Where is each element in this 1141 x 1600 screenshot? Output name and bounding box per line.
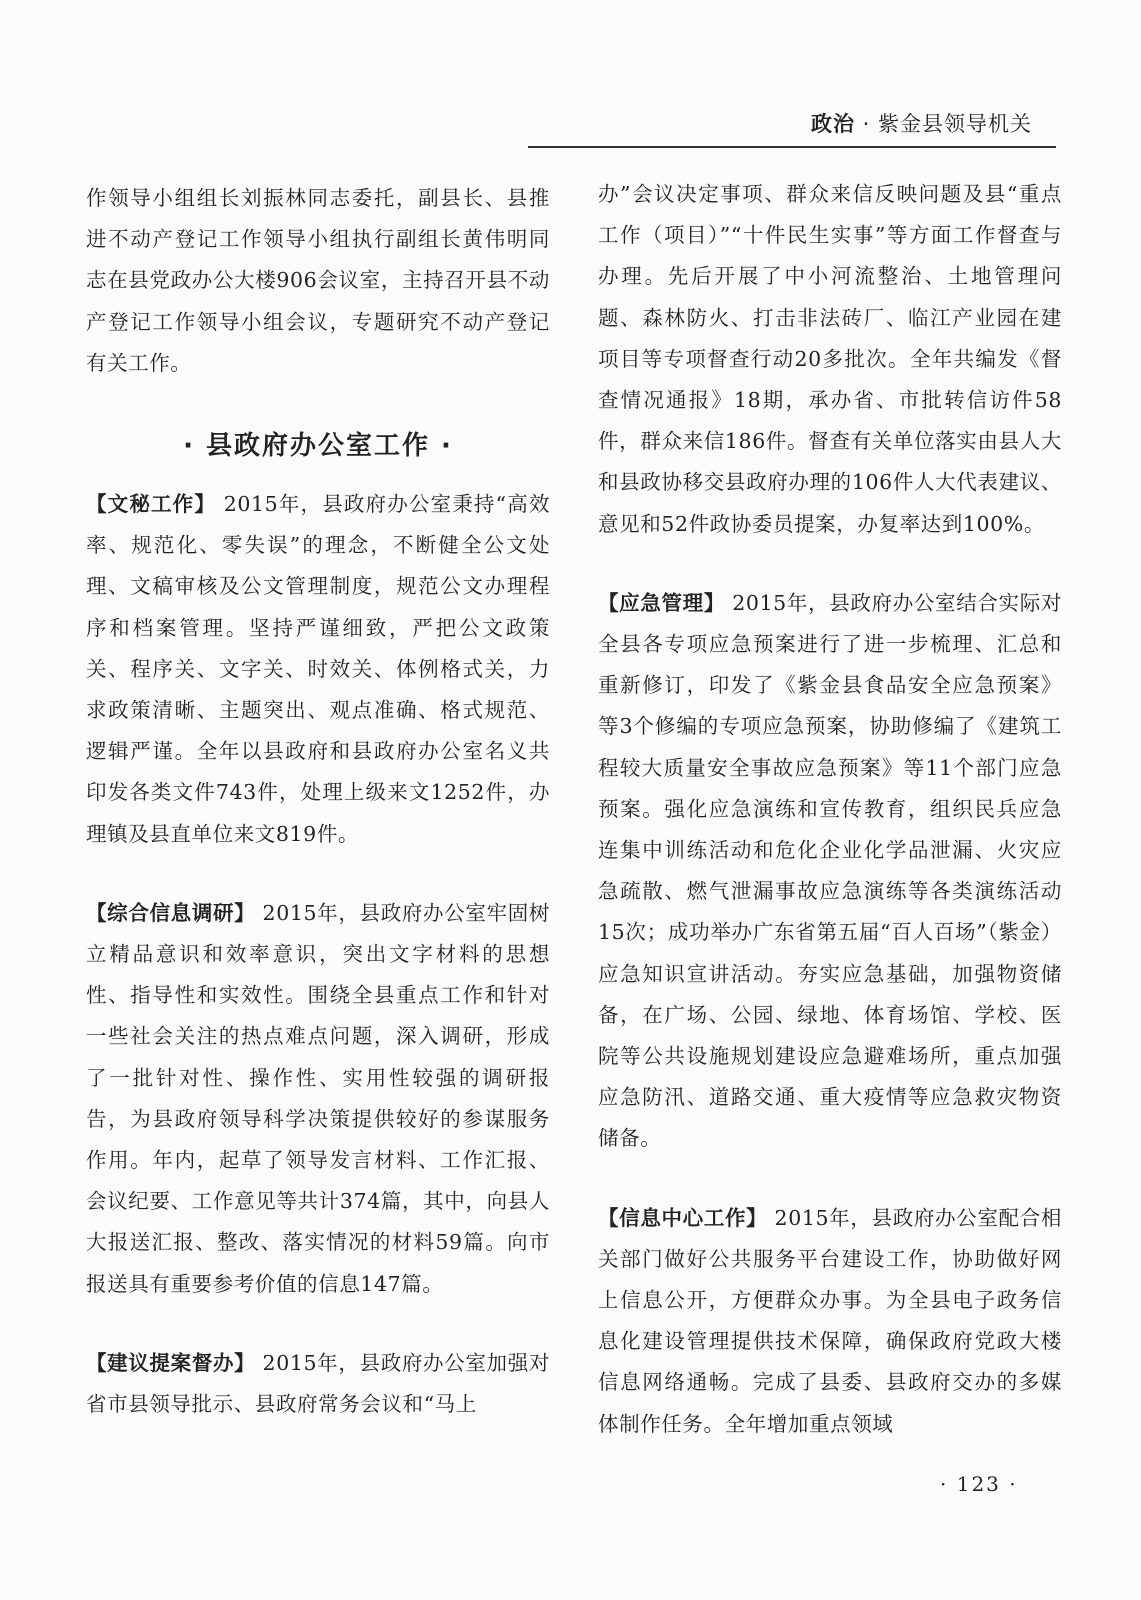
paragraph-tag: 【文秘工作】 — [86, 492, 217, 517]
paragraph-tag: 【应急管理】 — [598, 590, 726, 615]
header-separator: · — [854, 112, 878, 136]
paragraph-text: 2015年，县政府办公室配合相关部门做好公共服务平台建设工作，协助做好网上信息公开，方便群众办事。为全县电子政务信息化建设管理提供技术保障，确保政府党政大楼信息网络通畅。完成了县委、县政府交办的多媒体制作任务。全年增加重点领域 — [598, 1205, 1062, 1436]
running-header — [528, 106, 1056, 148]
spacer — [598, 545, 1062, 583]
paragraph-tag: 【综合信息调研】 — [86, 900, 256, 925]
page-number: · 123 · — [940, 1472, 1018, 1496]
paragraph-text: 2015年，县政府办公室结合实际对全县各专项应急预案进行了进一步梳理、汇总和重新修订，印发了《紫金县食品安全应急预案》等3个修编的专项应急预案，协助修编了《建筑工程较大质量安全事故应急预案》等11个部门应急预案。强化应急演练和宣传教育，组织民兵应急连集中训练活动和危化企业化学品泄漏、火灾应急疏散、燃气泄漏事故应急演练等各类演练活动15次；成功举办广东省第五届“百人百场”（紫金）应急知识宣讲活动。夯实应急基础，加强物资储备，在广场、公园、绿地、体育场馆、学校、医院等公共设施规划建设应急避难场所，重点加强应急防汛、道路交通、重大疫情等应急救灾物资储备。 — [598, 590, 1062, 1151]
paragraph-text: 2015年，县政府办公室秉持“高效率、规范化、零失误”的理念，不断健全公文处理、文稿审核及公文管理制度，规范公文办理程序和档案管理。坚持严谨细致，严把公文政策关、程序关、文字关、时效关、体例格式关，力求政策清晰、主题突出、观点准确、格式规范、逻辑严谨。全年以县政府和县政府办公室名义共印发各类文件743件，处理上级来文1252件，办理镇及县直单位来文819件。 — [86, 492, 550, 846]
left-column — [86, 178, 550, 1425]
paragraph-tag: 【信息中心工作】 — [598, 1205, 768, 1230]
continuation-paragraph: 办”会议决定事项、群众来信反映问题及县“重点工作（项目）”“十件民生实事”等方面工作督查与办理。先后开展了中小河流整治、土地管理问题、森林防火、打击非法砖厂、临江产业园在建项目等专项督查行动20多批次。全年共编发《督查情况通报》18期，承办省、市批转信访件58件，群众来信186件。督查有关单位落实由县人大和县政协移交县政府办理的106件人大代表建议、意见和52件政协委员提案，办复率达到100%。 — [598, 182, 1062, 536]
header-section: 紫金县领导机关 — [878, 112, 1032, 136]
paragraph-zonghe — [86, 893, 550, 1305]
spacer — [86, 855, 550, 893]
intro-paragraph: 作领导小组组长刘振林同志委托，副县长、县推进不动产登记工作领导小组执行副组长黄伟明同志在县党政办公大楼906会议室，主持召开县不动产登记工作领导小组会议，专题研究不动产登记有关工作。 — [86, 186, 550, 375]
paragraph-wenmi — [86, 484, 550, 855]
paragraph-text: 2015年，县政府办公室加强对省市县领导批示、县政府常务会议和“马上 — [86, 1350, 550, 1417]
paragraph-text: 2015年，县政府办公室牢固树立精品意识和效率意识，突出文字材料的思想性、指导性和实效性。围绕全县重点工作和针对一些社会关注的热点难点问题，深入调研，形成了一批针对性、操作性、实用性较强的调研报告，为县政府领导科学决策提供较好的参谋服务作用。年内，起草了领导发言材料、工作汇报、会议纪要、工作意见等共计374篇，其中，向县人大报送汇报、整改、落实情况的材料59篇。向市报送具有重要参考价值的信息147篇。 — [86, 900, 550, 1296]
spacer — [598, 1160, 1062, 1198]
right-column — [598, 174, 1062, 1445]
header-text — [811, 108, 1032, 138]
header-category: 政治 — [810, 112, 855, 136]
section-title: · 县政府办公室工作 · — [183, 431, 453, 462]
paragraph-xinxi — [598, 1198, 1062, 1445]
paragraph-tag: 【建议提案督办】 — [86, 1350, 256, 1375]
paragraph-jianyi — [86, 1343, 550, 1425]
paragraph-yingji — [598, 583, 1062, 1160]
spacer — [86, 1305, 550, 1343]
